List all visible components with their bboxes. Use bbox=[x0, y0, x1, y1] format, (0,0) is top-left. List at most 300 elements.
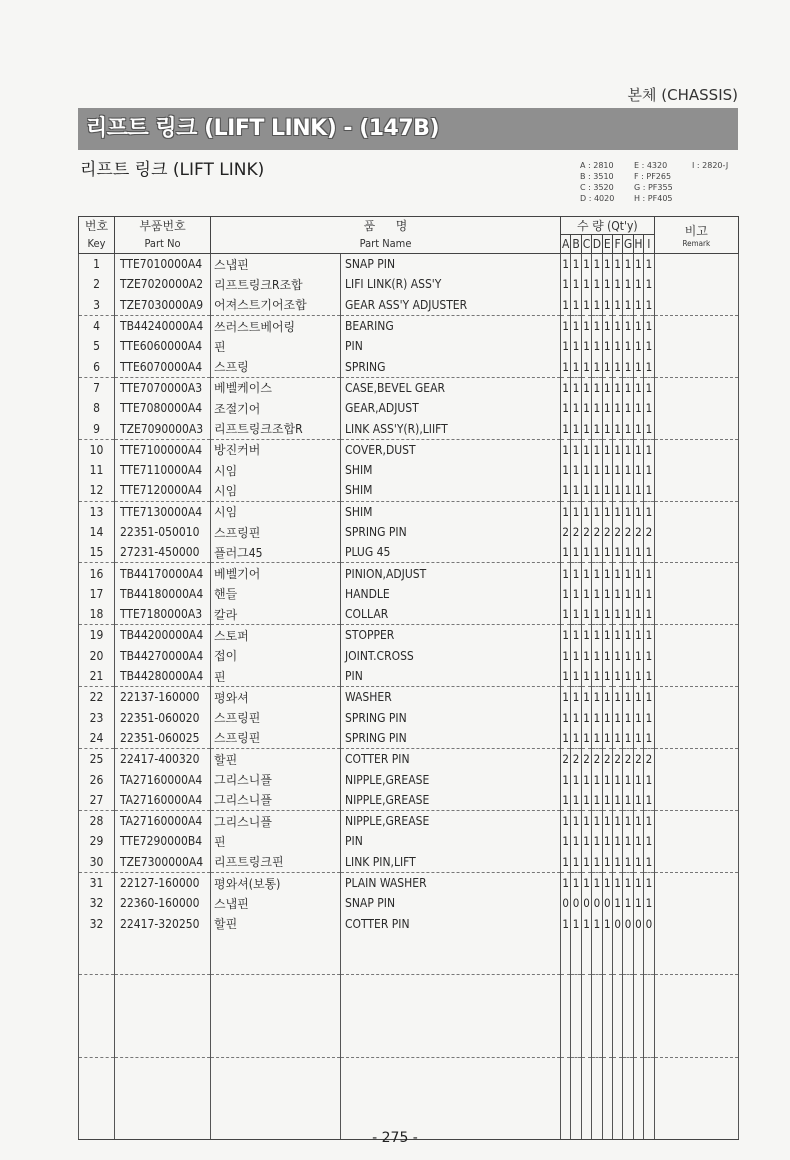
qty-cell: 1 bbox=[581, 563, 591, 584]
remark-cell bbox=[654, 563, 738, 584]
qty-cell: 1 bbox=[623, 790, 633, 811]
blank-row bbox=[79, 934, 739, 954]
qty-cell: 1 bbox=[602, 356, 612, 377]
korean-name-cell: 핀 bbox=[211, 831, 341, 851]
header-part-kr: 부품번호 bbox=[139, 219, 186, 233]
korean-name-cell: 베벨기어 bbox=[211, 563, 341, 584]
remark-cell bbox=[654, 728, 738, 749]
part-no-cell: TZE7030000A9 bbox=[115, 295, 211, 316]
korean-name-cell: 스프링핀 bbox=[211, 708, 341, 728]
key-cell: 27 bbox=[79, 790, 115, 811]
table-row bbox=[79, 398, 739, 418]
qty-cell: 1 bbox=[571, 501, 581, 522]
blank-cell bbox=[581, 1078, 591, 1098]
qty-cell: 1 bbox=[612, 646, 622, 666]
key-cell: 26 bbox=[79, 769, 115, 789]
qty-cell: 1 bbox=[592, 542, 602, 563]
qty-cell: 1 bbox=[561, 563, 571, 584]
blank-cell bbox=[79, 1098, 115, 1118]
qty-cell: 2 bbox=[602, 749, 612, 770]
blank-cell bbox=[211, 1098, 341, 1118]
korean-name-cell: 스프링핀 bbox=[211, 728, 341, 749]
qty-cell: 1 bbox=[623, 811, 633, 832]
table-row bbox=[79, 274, 739, 294]
qty-cell: 1 bbox=[623, 625, 633, 646]
qty-cell: 1 bbox=[561, 831, 571, 851]
qty-cell: 1 bbox=[644, 480, 654, 501]
qty-cell: 1 bbox=[561, 398, 571, 418]
qty-cell: 1 bbox=[633, 687, 643, 708]
qty-cell: 1 bbox=[592, 831, 602, 851]
key-cell: 12 bbox=[79, 480, 115, 501]
model-legend-item: D : 4020 bbox=[580, 194, 615, 203]
part-no-cell: TZE7020000A2 bbox=[115, 274, 211, 294]
qty-cell: 1 bbox=[602, 336, 612, 356]
blank-cell bbox=[341, 1016, 561, 1036]
qty-cell: 1 bbox=[644, 274, 654, 294]
table-row bbox=[79, 563, 739, 584]
blank-cell bbox=[341, 1036, 561, 1057]
model-legend-item: E : 4320 bbox=[634, 161, 668, 170]
qty-cell: 0 bbox=[561, 893, 571, 913]
qty-cell: 1 bbox=[561, 254, 571, 275]
korean-name-cell: 쓰러스트베어링 bbox=[211, 315, 341, 336]
remark-cell bbox=[654, 480, 738, 501]
qty-cell: 1 bbox=[571, 852, 581, 873]
blank-cell bbox=[602, 1016, 612, 1036]
qty-cell: 1 bbox=[581, 356, 591, 377]
blank-cell bbox=[561, 934, 571, 954]
qty-cell: 1 bbox=[644, 831, 654, 851]
blank-cell bbox=[561, 975, 571, 996]
qty-cell: 1 bbox=[592, 563, 602, 584]
header-key bbox=[79, 217, 115, 254]
blank-cell bbox=[654, 1078, 738, 1098]
qty-cell: 1 bbox=[592, 811, 602, 832]
blank-cell bbox=[571, 954, 581, 975]
qty-cell: 1 bbox=[581, 274, 591, 294]
part-no-cell: TTE7120000A4 bbox=[115, 480, 211, 501]
qty-cell: 1 bbox=[644, 377, 654, 398]
table-row bbox=[79, 811, 739, 832]
qty-cell: 1 bbox=[581, 336, 591, 356]
table-row bbox=[79, 501, 739, 522]
korean-name-cell: 할핀 bbox=[211, 914, 341, 934]
qty-cell: 1 bbox=[633, 295, 643, 316]
blank-cell bbox=[633, 975, 643, 996]
qty-cell: 1 bbox=[612, 769, 622, 789]
blank-cell bbox=[571, 1016, 581, 1036]
part-name-cell: STOPPER bbox=[341, 625, 561, 646]
qty-cell: 1 bbox=[623, 356, 633, 377]
qty-cell: 1 bbox=[561, 914, 571, 934]
key-cell: 19 bbox=[79, 625, 115, 646]
korean-name-cell: 칼라 bbox=[211, 604, 341, 625]
qty-cell: 1 bbox=[623, 563, 633, 584]
blank-cell bbox=[654, 1016, 738, 1036]
title-bar bbox=[78, 108, 738, 150]
blank-cell bbox=[115, 1057, 211, 1078]
page-title: 리프트 링크 (LIFT LINK) - (147B) bbox=[86, 116, 440, 141]
part-name-cell: NIPPLE,GREASE bbox=[341, 769, 561, 789]
qty-cell: 1 bbox=[581, 604, 591, 625]
key-cell: 23 bbox=[79, 708, 115, 728]
qty-cell: 1 bbox=[592, 790, 602, 811]
qty-cell: 1 bbox=[644, 501, 654, 522]
model-legend bbox=[580, 160, 740, 214]
qty-cell: 1 bbox=[612, 666, 622, 687]
table-row bbox=[79, 418, 739, 439]
qty-cell: 1 bbox=[592, 254, 602, 275]
blank-cell bbox=[581, 975, 591, 996]
qty-cell: 1 bbox=[612, 831, 622, 851]
remark-cell bbox=[654, 646, 738, 666]
blank-cell bbox=[571, 996, 581, 1016]
table-row bbox=[79, 646, 739, 666]
qty-cell: 1 bbox=[623, 460, 633, 480]
qty-cell: 1 bbox=[633, 811, 643, 832]
qty-cell: 1 bbox=[633, 604, 643, 625]
qty-cell: 1 bbox=[633, 377, 643, 398]
qty-cell: 1 bbox=[612, 295, 622, 316]
qty-cell: 1 bbox=[644, 398, 654, 418]
key-cell: 32 bbox=[79, 893, 115, 913]
qty-cell: 2 bbox=[592, 749, 602, 770]
qty-cell: 1 bbox=[581, 728, 591, 749]
qty-cell: 1 bbox=[633, 439, 643, 460]
qty-cell: 1 bbox=[633, 336, 643, 356]
part-name-cell: NIPPLE,GREASE bbox=[341, 811, 561, 832]
qty-cell: 1 bbox=[561, 708, 571, 728]
qty-cell: 1 bbox=[602, 852, 612, 873]
part-no-cell: TB44270000A4 bbox=[115, 646, 211, 666]
blank-cell bbox=[612, 1036, 622, 1057]
blank-cell bbox=[623, 1098, 633, 1118]
blank-cell bbox=[211, 975, 341, 996]
blank-cell bbox=[561, 996, 571, 1016]
qty-cell: 1 bbox=[592, 728, 602, 749]
blank-cell bbox=[644, 1078, 654, 1098]
qty-cell: 1 bbox=[644, 460, 654, 480]
qty-cell: 2 bbox=[644, 522, 654, 542]
qty-cell: 1 bbox=[592, 336, 602, 356]
remark-cell bbox=[654, 418, 738, 439]
blank-row bbox=[79, 1036, 739, 1057]
qty-cell: 1 bbox=[561, 295, 571, 316]
blank-cell bbox=[571, 1078, 581, 1098]
qty-cell: 1 bbox=[561, 460, 571, 480]
table-row bbox=[79, 687, 739, 708]
blank-cell bbox=[79, 934, 115, 954]
qty-cell: 1 bbox=[571, 542, 581, 563]
qty-cell: 1 bbox=[644, 666, 654, 687]
key-cell: 7 bbox=[79, 377, 115, 398]
blank-cell bbox=[633, 1098, 643, 1118]
key-cell: 13 bbox=[79, 501, 115, 522]
part-name-cell: SHIM bbox=[341, 460, 561, 480]
qty-cell: 1 bbox=[633, 418, 643, 439]
key-cell: 22 bbox=[79, 687, 115, 708]
table-row bbox=[79, 254, 739, 275]
blank-cell bbox=[602, 934, 612, 954]
blank-cell bbox=[581, 1098, 591, 1118]
blank-row bbox=[79, 1078, 739, 1098]
qty-cell: 1 bbox=[612, 460, 622, 480]
part-no-cell: TTE7290000B4 bbox=[115, 831, 211, 851]
qty-cell: 1 bbox=[623, 769, 633, 789]
qty-cell: 1 bbox=[644, 708, 654, 728]
qty-cell: 1 bbox=[602, 790, 612, 811]
qty-cell: 1 bbox=[561, 872, 571, 893]
model-legend-item: C : 3520 bbox=[580, 183, 614, 192]
key-cell: 10 bbox=[79, 439, 115, 460]
key-cell: 30 bbox=[79, 852, 115, 873]
part-name-cell: PLAIN WASHER bbox=[341, 872, 561, 893]
parts-rows bbox=[79, 254, 739, 1140]
qty-cell: 1 bbox=[602, 315, 612, 336]
header-part-en: Part No bbox=[144, 237, 181, 250]
table-row bbox=[79, 356, 739, 377]
part-name-cell: COTTER PIN bbox=[341, 749, 561, 770]
header-remark bbox=[654, 217, 738, 254]
qty-cell: 1 bbox=[592, 604, 602, 625]
korean-name-cell: 핀 bbox=[211, 666, 341, 687]
table-row bbox=[79, 336, 739, 356]
part-name-cell: LINK PIN,LIFT bbox=[341, 852, 561, 873]
blank-cell bbox=[633, 996, 643, 1016]
table-row bbox=[79, 439, 739, 460]
table-row bbox=[79, 480, 739, 501]
part-no-cell: TTE7180000A3 bbox=[115, 604, 211, 625]
blank-cell bbox=[654, 1098, 738, 1118]
remark-cell bbox=[654, 811, 738, 832]
qty-cell: 1 bbox=[571, 728, 581, 749]
key-cell: 28 bbox=[79, 811, 115, 832]
blank-row bbox=[79, 1016, 739, 1036]
qty-cell: 1 bbox=[612, 542, 622, 563]
part-no-cell: TTE7130000A4 bbox=[115, 501, 211, 522]
qty-cell: 1 bbox=[602, 377, 612, 398]
qty-cell: 1 bbox=[581, 584, 591, 604]
remark-cell bbox=[654, 666, 738, 687]
blank-cell bbox=[79, 1016, 115, 1036]
table-row bbox=[79, 769, 739, 789]
table-row bbox=[79, 893, 739, 913]
qty-cell: 1 bbox=[571, 914, 581, 934]
qty-cell: 1 bbox=[644, 811, 654, 832]
key-cell: 8 bbox=[79, 398, 115, 418]
qty-cell: 1 bbox=[644, 728, 654, 749]
blank-cell bbox=[561, 954, 571, 975]
part-no-cell: TTE6060000A4 bbox=[115, 336, 211, 356]
qty-cell: 1 bbox=[592, 625, 602, 646]
key-cell: 4 bbox=[79, 315, 115, 336]
qty-cell: 1 bbox=[633, 852, 643, 873]
qty-cell: 1 bbox=[602, 501, 612, 522]
blank-cell bbox=[633, 954, 643, 975]
remark-cell bbox=[654, 872, 738, 893]
qty-cell: 1 bbox=[644, 315, 654, 336]
blank-cell bbox=[644, 1098, 654, 1118]
korean-name-cell: 그리스니플 bbox=[211, 811, 341, 832]
qty-cell: 1 bbox=[571, 356, 581, 377]
qty-cell: 2 bbox=[561, 749, 571, 770]
blank-cell bbox=[602, 1057, 612, 1078]
blank-cell bbox=[341, 1078, 561, 1098]
qty-cell: 1 bbox=[633, 625, 643, 646]
part-name-cell: JOINT.CROSS bbox=[341, 646, 561, 666]
qty-cell: 2 bbox=[581, 522, 591, 542]
qty-cell: 0 bbox=[602, 893, 612, 913]
key-cell: 24 bbox=[79, 728, 115, 749]
table-row bbox=[79, 584, 739, 604]
table-row bbox=[79, 666, 739, 687]
qty-cell: 1 bbox=[581, 666, 591, 687]
page-number: - 275 - bbox=[372, 1130, 418, 1146]
model-legend-item: B : 3510 bbox=[580, 172, 614, 181]
qty-cell: 1 bbox=[581, 295, 591, 316]
header-key-kr: 번호 bbox=[84, 219, 109, 233]
section-label: 본체 (CHASSIS) bbox=[627, 86, 738, 104]
part-no-cell: 22351-060020 bbox=[115, 708, 211, 728]
blank-cell bbox=[592, 934, 602, 954]
qty-cell: 1 bbox=[644, 687, 654, 708]
blank-cell bbox=[592, 1098, 602, 1118]
blank-cell bbox=[623, 934, 633, 954]
qty-cell: 1 bbox=[633, 872, 643, 893]
qty-column-header: E bbox=[602, 235, 612, 254]
blank-cell bbox=[612, 1016, 622, 1036]
qty-cell: 1 bbox=[592, 274, 602, 294]
blank-cell bbox=[592, 1078, 602, 1098]
qty-cell: 1 bbox=[581, 377, 591, 398]
blank-cell bbox=[592, 1016, 602, 1036]
qty-cell: 1 bbox=[644, 254, 654, 275]
blank-cell bbox=[633, 1016, 643, 1036]
qty-cell: 1 bbox=[561, 728, 571, 749]
qty-cell: 1 bbox=[612, 336, 622, 356]
qty-cell: 1 bbox=[571, 418, 581, 439]
qty-cell: 1 bbox=[623, 480, 633, 501]
blank-cell bbox=[644, 954, 654, 975]
remark-cell bbox=[654, 584, 738, 604]
qty-cell: 1 bbox=[644, 872, 654, 893]
qty-cell: 1 bbox=[633, 460, 643, 480]
qty-column-header: C bbox=[581, 235, 591, 254]
blank-cell bbox=[79, 1078, 115, 1098]
korean-name-cell: 그리스니플 bbox=[211, 769, 341, 789]
qty-cell: 1 bbox=[592, 460, 602, 480]
table-row bbox=[79, 295, 739, 316]
qty-cell: 1 bbox=[623, 872, 633, 893]
part-name-cell: SPRING bbox=[341, 356, 561, 377]
qty-cell: 1 bbox=[612, 356, 622, 377]
table-row bbox=[79, 460, 739, 480]
table-row bbox=[79, 377, 739, 398]
blank-cell bbox=[581, 1036, 591, 1057]
qty-cell: 1 bbox=[561, 790, 571, 811]
qty-cell: 1 bbox=[644, 769, 654, 789]
qty-cell: 1 bbox=[581, 914, 591, 934]
qty-cell: 1 bbox=[612, 501, 622, 522]
korean-name-cell: 할핀 bbox=[211, 749, 341, 770]
qty-cell: 1 bbox=[612, 728, 622, 749]
table-row bbox=[79, 872, 739, 893]
qty-cell: 0 bbox=[592, 893, 602, 913]
qty-cell: 1 bbox=[633, 790, 643, 811]
qty-cell: 1 bbox=[612, 893, 622, 913]
korean-name-cell: 평와셔 bbox=[211, 687, 341, 708]
korean-name-cell: 스프링 bbox=[211, 356, 341, 377]
blank-cell bbox=[654, 954, 738, 975]
blank-cell bbox=[612, 1098, 622, 1118]
blank-cell bbox=[633, 1078, 643, 1098]
qty-cell: 1 bbox=[561, 501, 571, 522]
qty-cell: 1 bbox=[612, 439, 622, 460]
blank-cell bbox=[211, 996, 341, 1016]
table-row bbox=[79, 708, 739, 728]
qty-cell: 1 bbox=[602, 914, 612, 934]
qty-cell: 1 bbox=[581, 254, 591, 275]
korean-name-cell: 방진커버 bbox=[211, 439, 341, 460]
korean-name-cell: 핸들 bbox=[211, 584, 341, 604]
qty-cell: 1 bbox=[602, 439, 612, 460]
qty-cell: 1 bbox=[612, 708, 622, 728]
qty-cell: 1 bbox=[633, 666, 643, 687]
qty-cell: 1 bbox=[571, 377, 581, 398]
blank-cell bbox=[592, 996, 602, 1016]
qty-cell: 1 bbox=[592, 914, 602, 934]
qty-column-header: B bbox=[571, 235, 581, 254]
blank-row bbox=[79, 975, 739, 996]
blank-cell bbox=[581, 1057, 591, 1078]
part-name-cell: PIN bbox=[341, 831, 561, 851]
blank-cell bbox=[602, 1078, 612, 1098]
qty-cell: 0 bbox=[581, 893, 591, 913]
qty-cell: 1 bbox=[633, 480, 643, 501]
table-row bbox=[79, 852, 739, 873]
qty-cell: 1 bbox=[581, 646, 591, 666]
blank-cell bbox=[211, 954, 341, 975]
qty-cell: 2 bbox=[571, 749, 581, 770]
qty-cell: 1 bbox=[612, 254, 622, 275]
blank-cell bbox=[644, 996, 654, 1016]
qty-cell: 1 bbox=[612, 811, 622, 832]
blank-cell bbox=[79, 954, 115, 975]
qty-cell: 1 bbox=[644, 604, 654, 625]
remark-cell bbox=[654, 852, 738, 873]
qty-cell: 1 bbox=[581, 418, 591, 439]
qty-cell: 1 bbox=[602, 398, 612, 418]
model-legend-item: I : 2820-J bbox=[692, 161, 729, 170]
header-name-en: Part Name bbox=[359, 237, 412, 250]
blank-cell bbox=[612, 975, 622, 996]
key-cell: 18 bbox=[79, 604, 115, 625]
blank-row bbox=[79, 1057, 739, 1078]
qty-cell: 1 bbox=[561, 625, 571, 646]
key-cell: 5 bbox=[79, 336, 115, 356]
qty-cell: 1 bbox=[602, 646, 612, 666]
qty-cell: 1 bbox=[602, 625, 612, 646]
blank-cell bbox=[211, 1057, 341, 1078]
blank-cell bbox=[623, 1016, 633, 1036]
qty-cell: 1 bbox=[592, 377, 602, 398]
qty-cell: 1 bbox=[633, 584, 643, 604]
korean-name-cell: 스토퍼 bbox=[211, 625, 341, 646]
blank-cell bbox=[571, 934, 581, 954]
korean-name-cell: 시임 bbox=[211, 480, 341, 501]
qty-cell: 1 bbox=[592, 852, 602, 873]
